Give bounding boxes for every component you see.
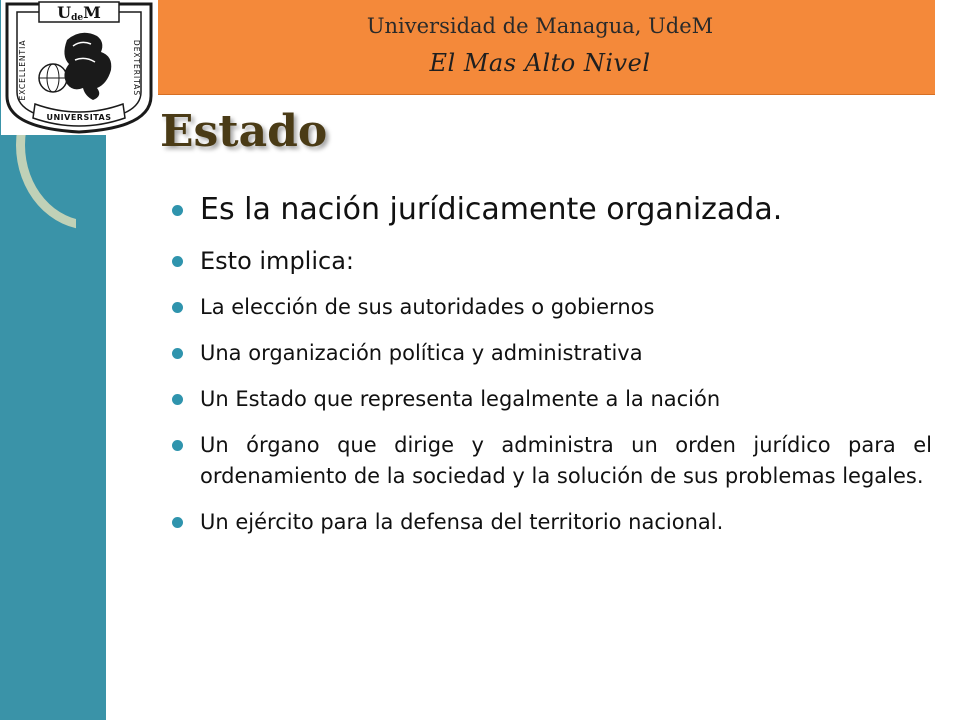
bullet-text: Es la nación jurídicamente organizada. <box>200 192 783 227</box>
svg-text:UdeM: UdeM <box>57 3 101 23</box>
university-seal-icon <box>1 0 158 135</box>
bullet-text: Esto implica: <box>200 247 354 275</box>
bullet-dot-icon <box>172 348 183 359</box>
bullet-text: La elección de sus autoridades o gobiernos <box>200 295 655 319</box>
bullet-text: Una organización política y administrativa <box>200 341 643 365</box>
bullet-text: Un órgano que dirige y administra un orden jurídico para el ordenamiento de la sociedad y la solución de sus problemas legales. <box>200 433 932 488</box>
bullet-dot-icon <box>172 440 183 451</box>
university-motto: El Mas Alto Nivel <box>429 49 651 77</box>
university-name: Universidad de Managua, UdeM <box>366 14 714 38</box>
bullet-item <box>172 292 932 323</box>
bullet-item <box>172 244 932 278</box>
bullet-list <box>172 190 932 553</box>
bullet-dot-icon <box>172 256 183 267</box>
university-logo <box>1 0 158 135</box>
bullet-item <box>172 338 932 369</box>
bullet-text: Un Estado que representa legalmente a la nación <box>200 387 721 411</box>
bullet-dot-icon <box>172 517 183 528</box>
bullet-text: Un ejército para la defensa del territorio nacional. <box>200 510 724 534</box>
svg-text:EXCELLENTIA: EXCELLENTIA <box>18 39 27 101</box>
bullet-dot-icon <box>172 205 183 216</box>
bullet-item <box>172 190 932 230</box>
bullet-dot-icon <box>172 302 183 313</box>
svg-text:UNIVERSITAS: UNIVERSITAS <box>46 113 112 122</box>
bullet-dot-icon <box>172 394 183 405</box>
header-banner <box>145 0 935 95</box>
svg-text:DEXTERITAS: DEXTERITAS <box>132 39 141 97</box>
bullet-item <box>172 430 932 492</box>
bullet-item <box>172 384 932 415</box>
slide-title: Estado <box>160 106 328 157</box>
bullet-item <box>172 507 932 538</box>
